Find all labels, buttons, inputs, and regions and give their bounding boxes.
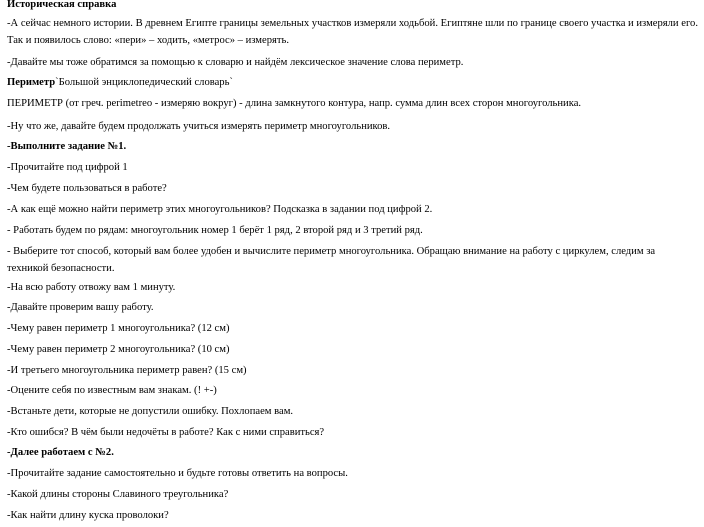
text-line: -Чему равен периметр 2 многоугольника? (10 см) [7,344,230,355]
text-line: -А как ещё можно найти периметр этих многоугольников? Подсказка в задании под цифрой 2. [7,204,433,215]
dictionary-source: `Большой энциклопедический словарь` [55,77,233,88]
task-1-heading: -Выполните задание №1. [7,141,127,152]
task-2-heading: -Далее работаем с №2. [7,447,114,458]
text-line: -Как найти длину куска проволоки? [7,510,169,521]
text-line: -Давайте проверим вашу работу. [7,302,154,313]
text-line: -Оцените себя по известным вам знакам. (! +-) [7,385,217,396]
text-line: -Ну что же, давайте будем продолжать учиться измерять периметр многоугольников. [7,121,391,132]
text-line: -Прочитайте под цифрой 1 [7,162,128,173]
section-heading: Историческая справка [7,0,117,10]
perimeter-term: Периметр [7,77,56,88]
dictionary-paragraph: -Давайте мы тоже обратимся за помощью к словарю и найдём лексическое значение слова периметр. [7,57,464,68]
text-line: -Какой длины стороны Славиного треугольника? [7,489,229,500]
text-line: -Кто ошибся? В чём были недочёты в работе? Как с ними справиться? [7,427,325,438]
text-line: -И третьего многоугольника периметр равен? (15 см) [7,365,247,376]
perimeter-entry-header [7,75,697,92]
text-line: - Выберите тот способ, который вам более удобен и вычислите периметр многоугольника. Обращаю внимание на работу с циркулем, следим за техникой безопасности. [7,246,656,274]
text-line: - Работать будем по рядам: многоугольник номер 1 берёт 1 ряд, 2 второй ряд и 3 третий ряд. [7,225,423,236]
text-line: -Чему равен периметр 1 многоугольника? (12 см) [7,323,230,334]
perimeter-definition: ПЕРИМЕТР (от греч. perimetreo - измеряю вокруг) - длина замкнутого контура, напр. сумма длин всех сторон многоугольника. [7,98,582,109]
text-line: -Встаньте дети, которые не допустили ошибку. Похлопаем вам. [7,406,294,417]
history-paragraph: -А сейчас немного истории. В древнем Египте границы земельных участков измеряли ходьбой. Египтяне шли по границе своего участка и измеряли его. Так и появилось слово: «пери» – ходить, «метрос» – измерять. [7,18,698,46]
text-line: -Чем будете пользоваться в работе? [7,183,167,194]
text-line: -На всю работу отвожу вам 1 минуту. [7,282,176,293]
text-line: -Прочитайте задание самостоятельно и будьте готовы ответить на вопросы. [7,468,348,479]
